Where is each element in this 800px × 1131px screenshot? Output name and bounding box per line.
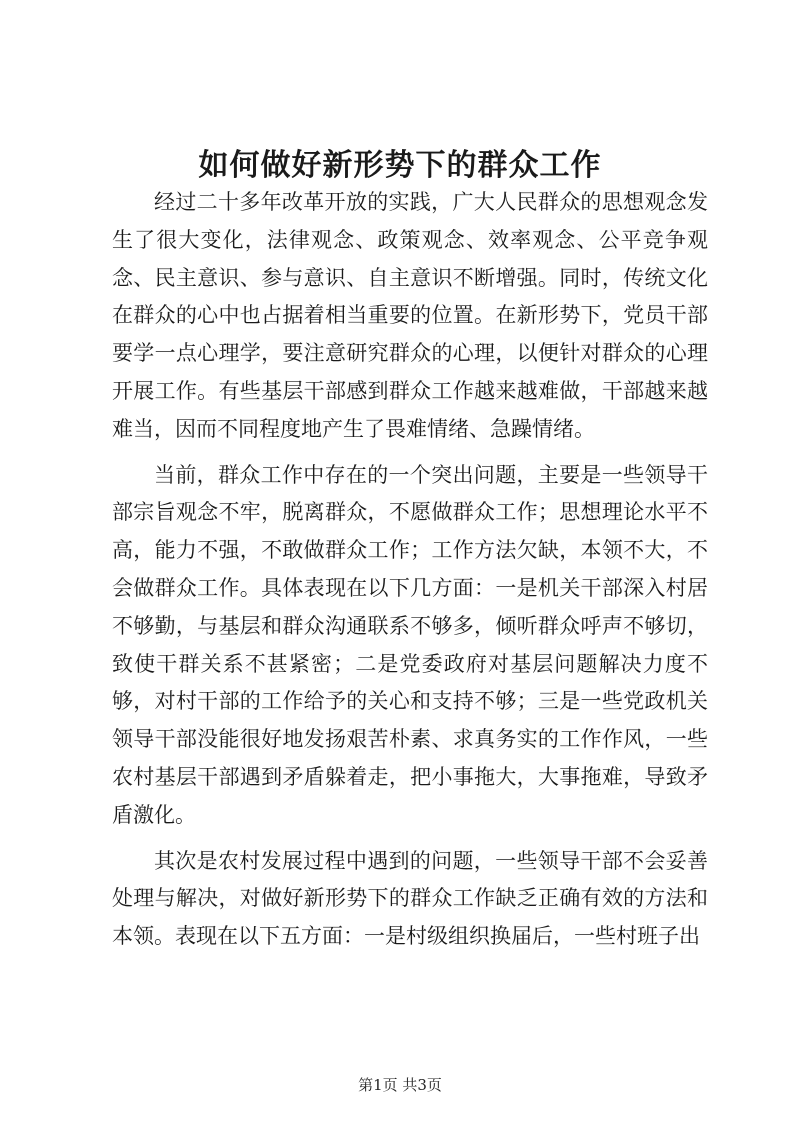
page-number-footer: 第1页 共3页 [358, 1076, 442, 1094]
paragraph-2: 当前，群众工作中存在的一个突出问题，主要是一些领导干部宗旨观念不牢，脱离群众，不愿做群众工作；思想理论水平不高，能力不强，不敢做群众工作；工作方法欠缺，本领不大，不会做群众工作。具体表现在以下几方面：一是机关干部深入村居不够勤，与基层和群众沟通联系不够多，倾听群众呼声不够切，致使干群关系不甚紧密；二是党委政府对基层问题解决力度不够，对村干部的工作给予的关心和支持不够；三是一些党政机关领导干部没能很好地发扬艰苦朴素、求真务实的工作作风，一些农村基层干部遇到矛盾躲着走，把小事拖大，大事拖难，导致矛盾激化。 [112, 462, 708, 827]
paragraph-3: 其次是农村发展过程中遇到的问题，一些领导干部不会妥善处理与解决，对做好新形势下的群众工作缺乏正确有效的方法和本领。表现在以下五方面：一是村级组织换届后，一些村班子出 [112, 848, 708, 949]
document-body [112, 184, 708, 956]
page-title: 如何做好新形势下的群众工作 [198, 148, 602, 183]
paragraph-1: 经过二十多年改革开放的实践，广大人民群众的思想观念发生了很大变化，法律观念、政策观念、效率观念、公平竞争观念、民主意识、参与意识、自主意识不断增强。同时，传统文化在群众的心中也占据着相当重要的位置。在新形势下，党员干部要学一点心理学，要注意研究群众的心理，以便针对群众的心理开展工作。有些基层干部感到群众工作越来越难做，干部越来越难当，因而不同程度地产生了畏难情绪、急躁情绪。 [112, 190, 708, 441]
